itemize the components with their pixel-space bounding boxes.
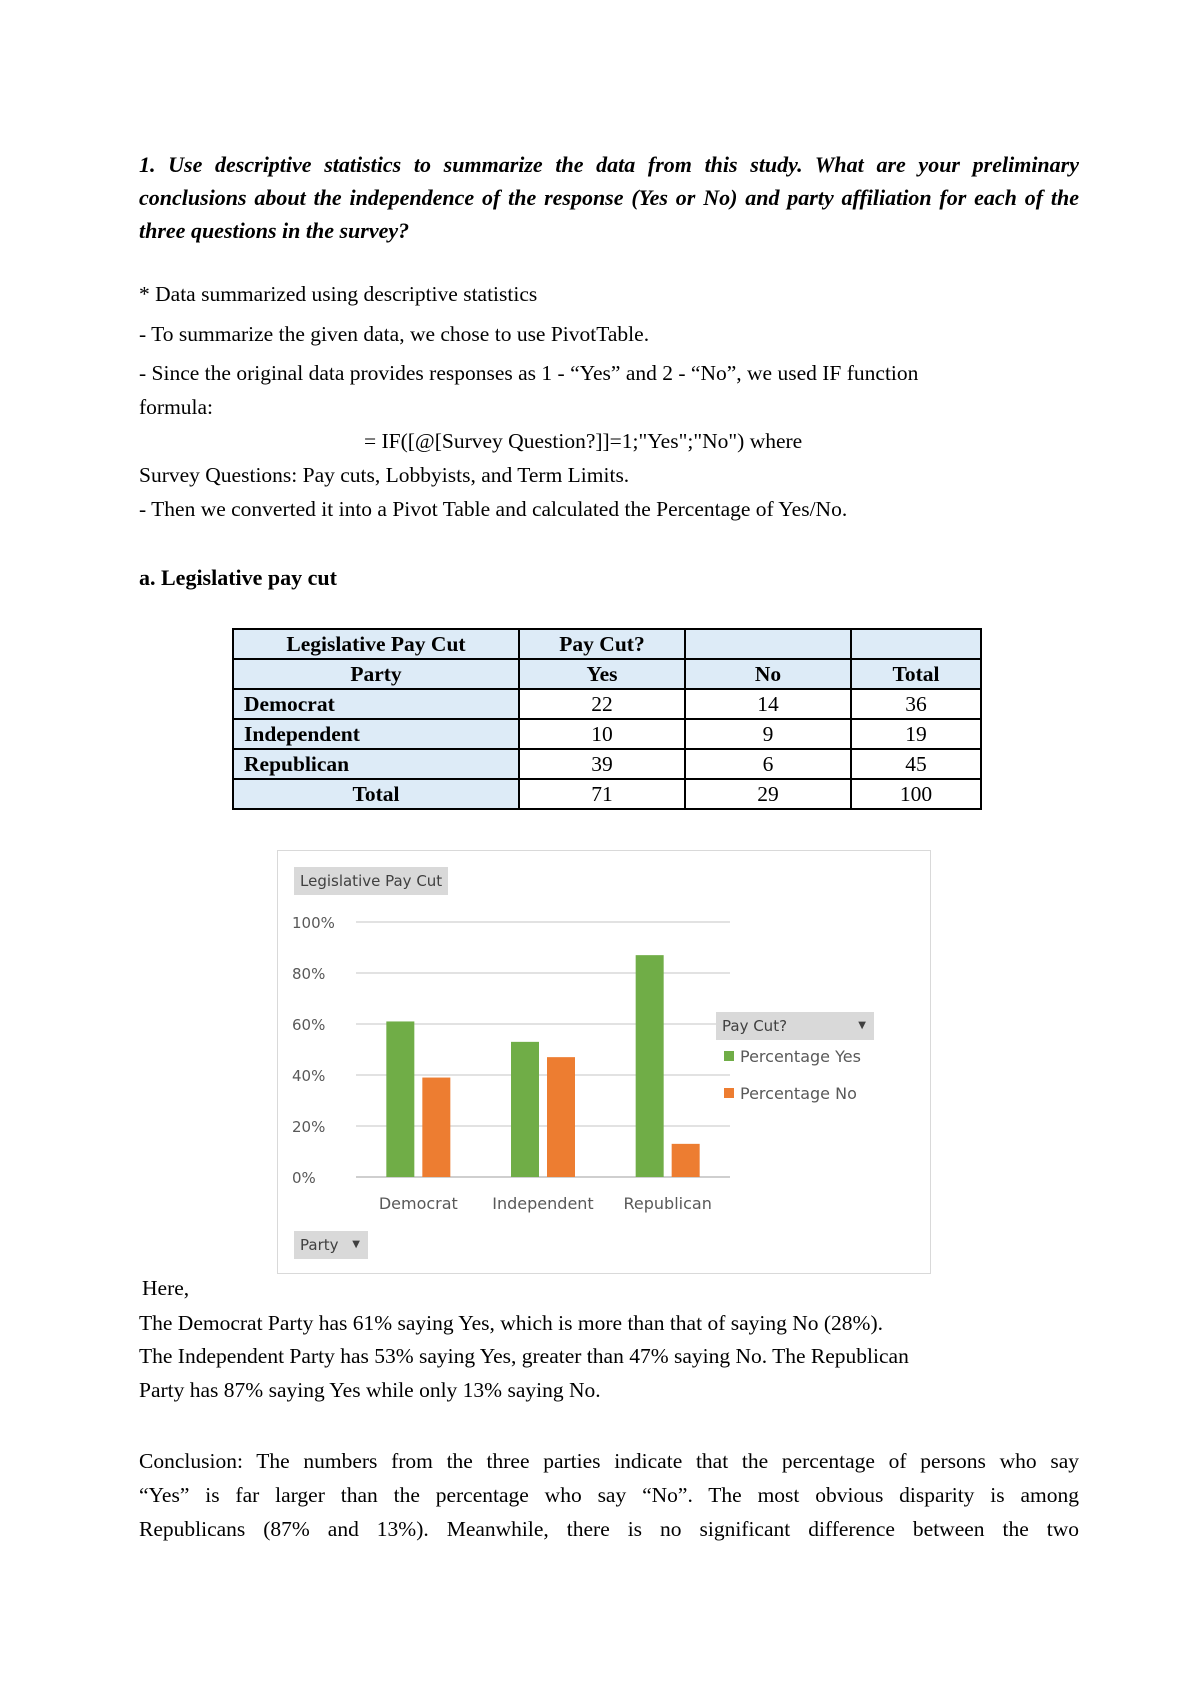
dropdown-arrow-icon: ▼ bbox=[858, 1020, 866, 1031]
no-cell: 9 bbox=[685, 719, 851, 749]
legend-label: Percentage No bbox=[740, 1084, 857, 1103]
x-tick-label: Independent bbox=[492, 1194, 594, 1213]
legend-item-yes bbox=[724, 1047, 861, 1066]
intro-line-6: Survey Questions: Pay cuts, Lobbyists, and Term Limits. bbox=[139, 463, 630, 487]
table-row bbox=[233, 749, 981, 779]
legend-label: Percentage Yes bbox=[740, 1047, 861, 1066]
no-cell: 29 bbox=[685, 779, 851, 809]
bar-no bbox=[547, 1057, 575, 1177]
intro-line-2: - To summarize the given data, we chose to use PivotTable. bbox=[139, 322, 650, 346]
intro-line-7: - Then we converted it into a Pivot Table and calculated the Percentage of Yes/No. bbox=[139, 497, 848, 521]
table-header-cell: Pay Cut? bbox=[519, 629, 685, 659]
x-tick-label: Democrat bbox=[378, 1194, 458, 1213]
party-cell: Democrat bbox=[233, 689, 519, 719]
table-header-cell: Total bbox=[851, 659, 981, 689]
pivot-chart bbox=[277, 850, 931, 1274]
conclusion-line-2: “Yes” is far larger than the percentage who say “No”. The most obvious disparity is among bbox=[139, 1483, 1079, 1507]
y-tick-label: 60% bbox=[292, 1016, 326, 1034]
table-header-cell: No bbox=[685, 659, 851, 689]
table-header-cell bbox=[851, 629, 981, 659]
intro-line-4: formula: bbox=[139, 395, 214, 419]
intro-line-3: - Since the original data provides responses as 1 - “Yes” and 2 - “No”, we used IF function bbox=[139, 361, 919, 385]
table-row bbox=[233, 719, 981, 749]
bar-no bbox=[422, 1078, 450, 1177]
legend-swatch bbox=[724, 1051, 734, 1061]
chart-title[interactable]: Legislative Pay Cut bbox=[294, 867, 448, 895]
y-tick-label: 40% bbox=[292, 1067, 326, 1085]
intro-line-1: * Data summarized using descriptive statistics bbox=[139, 282, 538, 306]
table-header-cell: Yes bbox=[519, 659, 685, 689]
total-label-cell: Total bbox=[233, 779, 519, 809]
bar-yes bbox=[636, 955, 664, 1177]
legend-filter-button[interactable] bbox=[716, 1012, 874, 1040]
legend-swatch bbox=[724, 1088, 734, 1098]
analysis-line-4: Party has 87% saying Yes while only 13% saying No. bbox=[139, 1378, 601, 1402]
x-tick-label: Republican bbox=[623, 1194, 712, 1213]
axis-filter-button[interactable] bbox=[294, 1231, 368, 1259]
y-tick-label: 100% bbox=[292, 914, 335, 932]
yes-cell: 71 bbox=[519, 779, 685, 809]
legend-title: Pay Cut? bbox=[722, 1017, 788, 1035]
analysis-line-2: The Democrat Party has 61% saying Yes, which is more than that of saying No (28%). bbox=[139, 1311, 883, 1335]
dropdown-arrow-icon: ▼ bbox=[352, 1239, 360, 1250]
party-cell: Independent bbox=[233, 719, 519, 749]
total-cell: 19 bbox=[851, 719, 981, 749]
conclusion-line-1: Conclusion: The numbers from the three parties indicate that the percentage of persons who say bbox=[139, 1449, 1079, 1473]
y-tick-label: 0% bbox=[292, 1169, 316, 1187]
yes-cell: 39 bbox=[519, 749, 685, 779]
axis-button-label: Party bbox=[300, 1236, 339, 1254]
question-text: 1. Use descriptive statistics to summarize the data from this study. What are your preliminary conclusions about the independence of the response (Yes or No) and party affiliation for each of the three questions in the survey? bbox=[139, 152, 1079, 243]
table-header-cell bbox=[685, 629, 851, 659]
formula-line: = IF([@[Survey Question?]]=1;"Yes";"No") where bbox=[364, 429, 803, 453]
no-cell: 6 bbox=[685, 749, 851, 779]
analysis-line-3: The Independent Party has 53% saying Yes, greater than 47% saying No. The Republican bbox=[139, 1344, 909, 1368]
analysis-line-1: Here, bbox=[142, 1276, 190, 1300]
table-row bbox=[233, 689, 981, 719]
table-total-row bbox=[233, 779, 981, 809]
total-cell: 45 bbox=[851, 749, 981, 779]
y-tick-label: 80% bbox=[292, 965, 326, 983]
y-tick-label: 20% bbox=[292, 1118, 326, 1136]
pivot-table bbox=[232, 628, 982, 810]
table-header-row bbox=[233, 659, 981, 689]
yes-cell: 22 bbox=[519, 689, 685, 719]
bar-no bbox=[672, 1144, 700, 1177]
total-cell: 100 bbox=[851, 779, 981, 809]
table-header-cell: Legislative Pay Cut bbox=[233, 629, 519, 659]
bar-yes bbox=[386, 1021, 414, 1177]
bar-yes bbox=[511, 1042, 539, 1177]
table-header-row bbox=[233, 629, 981, 659]
section-heading: a. Legislative pay cut bbox=[139, 565, 337, 590]
no-cell: 14 bbox=[685, 689, 851, 719]
conclusion-line-3: Republicans (87% and 13%). Meanwhile, there is no significant difference between the two bbox=[139, 1517, 1079, 1541]
yes-cell: 10 bbox=[519, 719, 685, 749]
table-header-cell: Party bbox=[233, 659, 519, 689]
legend-item-no bbox=[724, 1084, 857, 1103]
total-cell: 36 bbox=[851, 689, 981, 719]
party-cell: Republican bbox=[233, 749, 519, 779]
